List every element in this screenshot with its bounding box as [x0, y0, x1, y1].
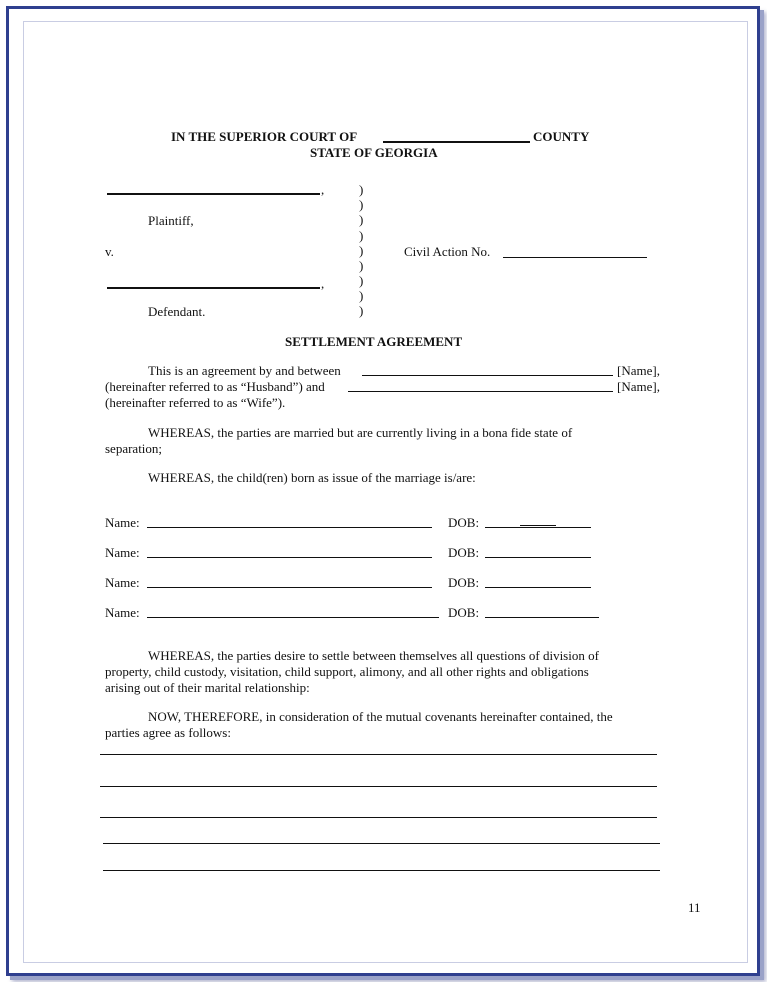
child-dob-label: DOB: — [448, 575, 480, 590]
page-number: 11 — [688, 900, 701, 915]
child-dob-blank[interactable] — [485, 617, 599, 618]
child-dob-blank[interactable] — [485, 557, 591, 558]
intro-name-tag-1: [Name], — [617, 363, 660, 378]
child-name-blank[interactable] — [147, 587, 432, 588]
caption-paren: ) — [359, 197, 364, 212]
caption-paren: ) — [359, 212, 364, 227]
whereas-3-line-3: arising out of their marital relationship: — [105, 680, 310, 695]
wife-name-blank[interactable] — [348, 391, 613, 392]
civil-action-label: Civil Action No. — [404, 244, 491, 259]
terms-blank-line[interactable] — [100, 754, 657, 755]
child-dob-blank[interactable] — [485, 527, 591, 528]
whereas-3-line-1: WHEREAS, the parties desire to settle between themselves all questions of division of — [148, 648, 599, 663]
defendant-name-blank[interactable] — [107, 287, 320, 289]
caption-paren: ) — [359, 258, 364, 273]
child-dob-blank[interactable] — [485, 587, 591, 588]
intro-line-2: (hereinafter referred to as “Husband”) and — [105, 379, 325, 394]
terms-blank-line[interactable] — [103, 870, 660, 871]
whereas-1-line-2: separation; — [105, 441, 163, 456]
therefore-line-1: NOW, THEREFORE, in consideration of the mutual covenants hereinafter contained, the — [148, 709, 613, 724]
child-name-blank[interactable] — [147, 527, 432, 528]
plaintiff-name-blank[interactable] — [107, 193, 320, 195]
child-name-blank[interactable] — [147, 557, 432, 558]
versus-label: v. — [105, 244, 114, 259]
document-page — [23, 21, 748, 963]
court-heading-prefix: IN THE SUPERIOR COURT OF — [171, 129, 358, 144]
terms-blank-line[interactable] — [100, 817, 657, 818]
whereas-3-line-2: property, child custody, visitation, child support, alimony, and all other rights and obligations — [105, 664, 589, 679]
caption-paren: ) — [359, 228, 364, 243]
child-dob-mark — [520, 525, 556, 526]
child-name-label: Name: — [105, 545, 140, 560]
defendant-label: Defendant. — [148, 304, 206, 319]
terms-blank-line[interactable] — [103, 843, 660, 844]
child-name-blank[interactable] — [147, 617, 439, 618]
husband-name-blank[interactable] — [362, 375, 613, 376]
child-dob-label: DOB: — [448, 515, 480, 530]
whereas-2: WHEREAS, the child(ren) born as issue of the marriage is/are: — [148, 470, 476, 485]
caption-paren: ) — [359, 273, 364, 288]
civil-action-number-blank[interactable] — [503, 257, 647, 258]
intro-name-tag-2: [Name], — [617, 379, 660, 394]
plaintiff-comma: , — [321, 182, 325, 197]
caption-paren: ) — [359, 182, 364, 197]
child-dob-label: DOB: — [448, 545, 480, 560]
child-name-label: Name: — [105, 575, 140, 590]
caption-paren: ) — [359, 243, 364, 258]
child-name-label: Name: — [105, 605, 140, 620]
intro-line-3: (hereinafter referred to as “Wife”). — [105, 395, 286, 410]
whereas-1-line-1: WHEREAS, the parties are married but are currently living in a bona fide state of — [148, 425, 573, 440]
caption-paren: ) — [359, 288, 364, 303]
therefore-line-2: parties agree as follows: — [105, 725, 231, 740]
intro-line-1: This is an agreement by and between — [148, 363, 341, 378]
defendant-comma: , — [321, 276, 325, 291]
court-heading-suffix: COUNTY — [533, 129, 590, 144]
child-name-label: Name: — [105, 515, 140, 530]
caption-paren: ) — [359, 303, 364, 318]
terms-blank-line[interactable] — [100, 786, 657, 787]
agreement-title: SETTLEMENT AGREEMENT — [285, 334, 463, 349]
county-blank[interactable] — [383, 141, 530, 143]
state-heading: STATE OF GEORGIA — [310, 145, 438, 160]
plaintiff-label: Plaintiff, — [148, 213, 194, 228]
child-dob-label: DOB: — [448, 605, 480, 620]
